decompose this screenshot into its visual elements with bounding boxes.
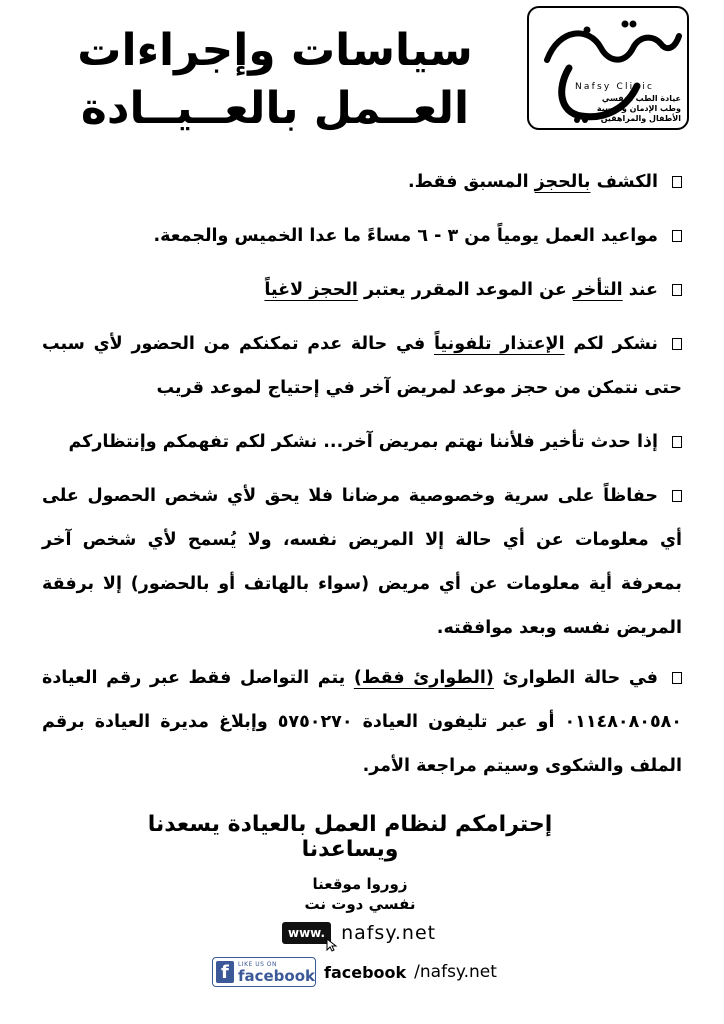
facebook-row bbox=[212, 956, 497, 988]
title-line-1: سياسات وإجراءات bbox=[77, 25, 473, 76]
underlined-text: التأخر bbox=[572, 280, 623, 300]
policy-item-7: في حالة الطوارئ (الطوارئ فقط) يتم التواصل فقط عبر رقم العيادة ٠١١٤٨٠٨٠٥٨٠ أو عبر تليفون العيادة ٥٧٥٠٢٧٠ وإبلاغ مديرة العيادة برقم الملف والشكوى وسيتم مراجعة الأمر. bbox=[42, 668, 682, 776]
facebook-label: facebook bbox=[324, 962, 407, 982]
policy-item-1: الكشف بالحجز المسبق فقط. bbox=[42, 160, 682, 204]
facebook-handle[interactable]: /nafsy.net bbox=[414, 962, 497, 982]
policy-item-3: عند التأخر عن الموعد المقرر يعتبر الحجز لاغياً bbox=[42, 268, 682, 312]
facebook-icon: f bbox=[216, 961, 234, 983]
cursor-icon bbox=[325, 938, 339, 952]
bullet-square-icon bbox=[672, 284, 682, 296]
logo-subtitle-1: عيادة الطب النفسي bbox=[601, 94, 681, 103]
logo-subtitle-2: وطب الإدمان ونفسية bbox=[596, 104, 681, 113]
policy-item-4: نشكر لكم الإعتذار تلفونياً في حالة عدم تمكنكم من الحضور لأي سبب حتى نتمكن من حجز موعد لمريض آخر في إحتياج لموعد قريب bbox=[42, 334, 682, 398]
policy-item-6: حفاظاً على سرية وخصوصية مرضانا فلا يحق لأي شخص الحصول على أي معلومات عن أي حالة إلا المريض نفسه، ولا يُسمح لأي شخص آخر بمعرفة أية معلومات عن أي مريض (سواء بالهاتف أو بالحضور) إلا برفقة المريض نفسه وبعد موافقته. bbox=[42, 486, 682, 638]
bullet-square-icon bbox=[672, 338, 682, 350]
bullet-square-icon bbox=[672, 436, 682, 448]
logo-clinic-name: Nafsy Clinic bbox=[575, 82, 655, 92]
fb-word-label: facebook bbox=[237, 966, 315, 985]
policy-item-5: إذا حدث تأخير فلأننا نهتم بمريض آخر... نشكر لكم تفهمكم وإنتظاركم bbox=[42, 420, 682, 464]
clinic-logo bbox=[527, 6, 689, 130]
website-url[interactable]: nafsy.net bbox=[341, 922, 437, 944]
visit-line-2: نفسي دوت نت bbox=[304, 895, 416, 913]
title-line-2: العــمل بالعــيــادة bbox=[80, 83, 470, 134]
underlined-text: الحجز لاغياً bbox=[264, 280, 358, 300]
bullet-square-icon bbox=[672, 672, 682, 684]
logo-subtitle-3: الأطفال والمراهقين bbox=[600, 114, 681, 123]
bullet-square-icon bbox=[672, 176, 682, 188]
bullet-square-icon bbox=[672, 490, 682, 502]
underlined-text: بالحجز bbox=[534, 172, 591, 192]
visit-website-text bbox=[270, 874, 450, 914]
closing-message: إحترامكم لنظام العمل بالعيادة يسعدنا ويساعدنا bbox=[147, 812, 553, 862]
policy-item-2: مواعيد العمل يومياً من ٣ - ٦ مساءً ما عدا الخميس والجمعة. bbox=[42, 214, 682, 258]
underlined-text: (الطوارئ فقط) bbox=[353, 668, 494, 688]
page-title bbox=[70, 22, 480, 138]
facebook-like-badge[interactable] bbox=[212, 957, 316, 987]
bullet-square-icon bbox=[672, 230, 682, 242]
underlined-text: الإعتذار تلفونياً bbox=[433, 334, 565, 354]
fb-like-label: LIKE US ON bbox=[237, 960, 278, 968]
www-badge: www. bbox=[282, 922, 331, 944]
visit-line-1: زوروا موقعنا bbox=[312, 875, 408, 893]
website-link[interactable] bbox=[282, 921, 436, 945]
